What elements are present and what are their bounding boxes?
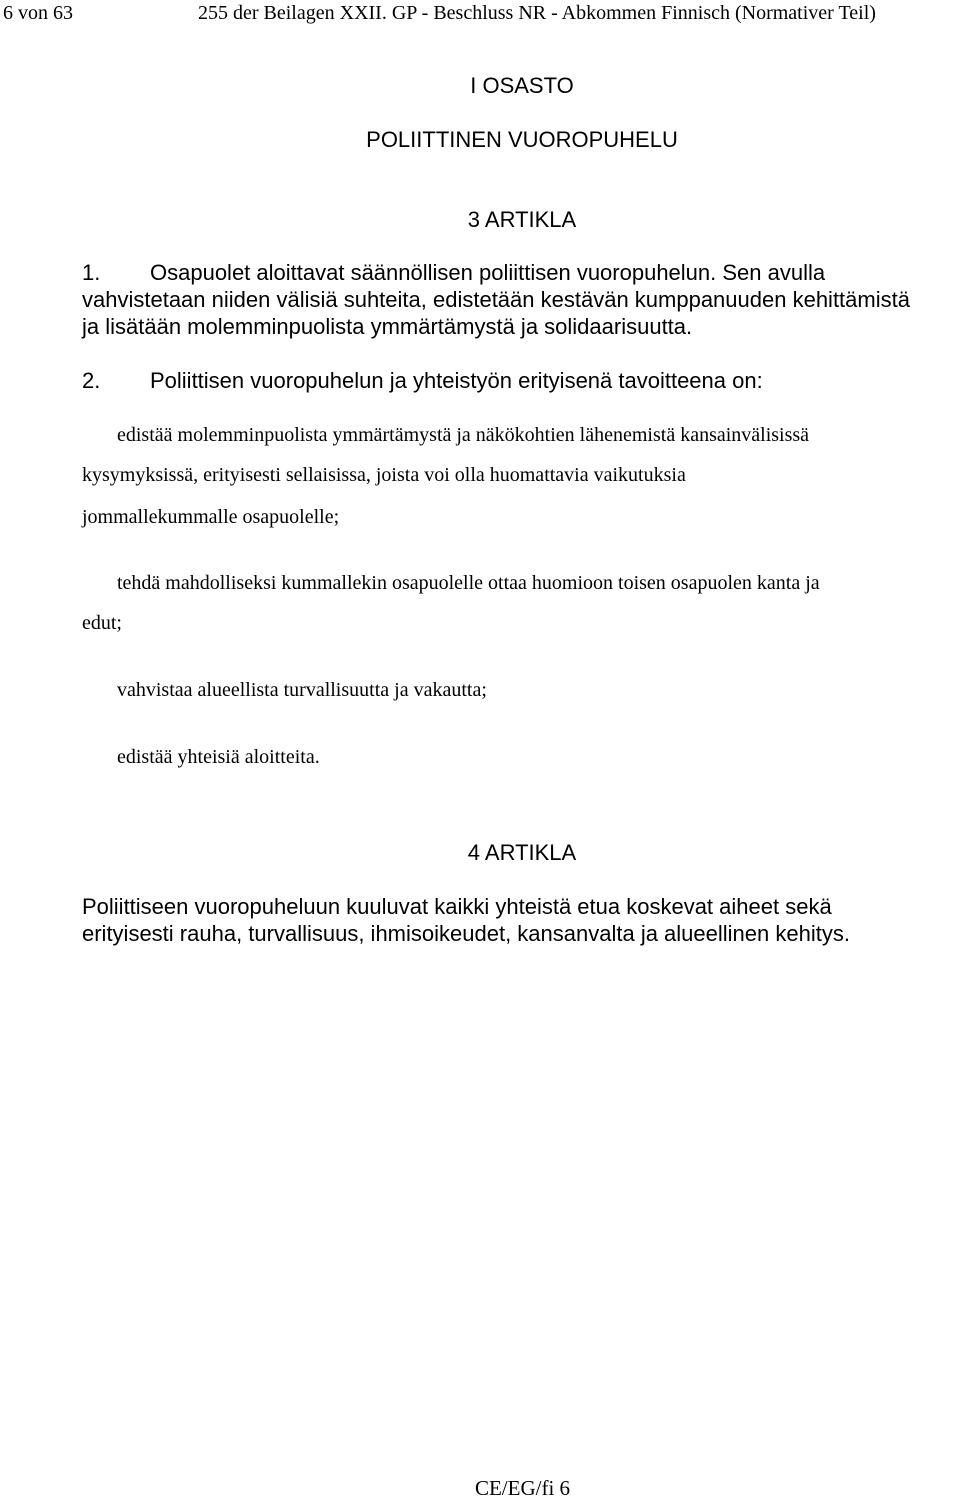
article-4-title: 4 ARTIKLA [467, 840, 577, 865]
list-item-3: vahvistaa alueellista turvallisuutta ja vakautta; [117, 679, 487, 701]
page-number: 6 von 63 [3, 2, 73, 24]
paragraph-1-line-1: Osapuolet aloittavat säännöllisen poliittisen vuoropuhelun. Sen avulla [150, 260, 826, 285]
article-4-line-2: erityisesti rauha, turvallisuus, ihmisoikeudet, kansanvalta ja alueellinen kehitys. [82, 921, 850, 946]
list-item-1-line-1: edistää molemminpuolista ymmärtämystä ja näkökohtien lähenemistä kansainvälisissä [117, 424, 810, 446]
paragraph-1-number: 1. [82, 260, 101, 285]
list-item-1-line-3: jommallekummalle osapuolelle; [82, 506, 340, 528]
footer-document-code: CE/EG/fi 6 [474, 1476, 571, 1500]
paragraph-2-number: 2. [82, 368, 101, 393]
paragraph-2-text: Poliittisen vuoropuhelun ja yhteistyön erityisenä tavoitteena on: [150, 368, 763, 393]
article-3-title: 3 ARTIKLA [467, 207, 577, 232]
list-item-1-line-2: kysymyksissä, erityisesti sellaisissa, joista voi olla huomattavia vaikutuksia [82, 464, 686, 486]
section-subtitle: POLIITTINEN VUOROPUHELU [366, 127, 678, 152]
list-item-2-line-2: edut; [82, 612, 122, 634]
running-head: 255 der Beilagen XXII. GP - Beschluss NR - Abkommen Finnisch (Normativer Teil) [198, 2, 876, 24]
section-title: I OSASTO [470, 73, 574, 98]
paragraph-1-line-3: ja lisätään molemminpuolista ymmärtämystä ja solidaarisuutta. [82, 314, 693, 339]
list-item-4: edistää yhteisiä aloitteita. [117, 746, 320, 768]
paragraph-1-line-2: vahvistetaan niiden välisiä suhteita, edistetään kestävän kumppanuuden kehittämistä [82, 287, 910, 312]
list-item-2-line-1: tehdä mahdolliseksi kummallekin osapuolelle ottaa huomioon toisen osapuolen kanta ja [117, 572, 820, 594]
article-4-line-1: Poliittiseen vuoropuheluun kuuluvat kaikki yhteistä etua koskevat aiheet sekä [82, 894, 832, 919]
